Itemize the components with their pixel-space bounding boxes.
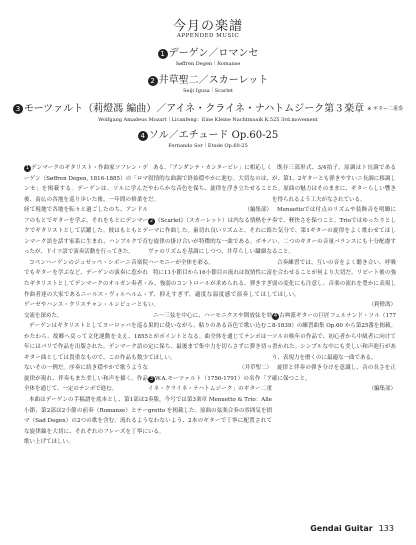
piece-1-title-line [0, 48, 416, 60]
piece-4-romanized: Fernando Sor｜Étude Op.60-25 [168, 143, 248, 149]
article-paragraph [148, 216, 272, 269]
paragraph-text: Menuettoでは付点のリズムや装飾音を明瞭に奏で、軽快さを保つこと。Trioではゆったりとした気分で、第1ギターの旋律をよく歌わせてほしい。二つのギターの音量バランスにも十分配慮すること。 [272, 207, 396, 256]
paragraph-text: 合奏練習では、互いの音をよく聴き合い、呼吸を合わせることが何より大切だ。リピート後の強弱の変化にも注意し、音楽の流れを豊かに表現してほしい。 [272, 259, 396, 298]
piece-3-title: モーツァルト（莉燈馮 編曲）／アイネ・クライネ・ナハトムジーク第３楽章 [23, 103, 365, 115]
piece-2-romanized: Seiji Igusa｜Scarlet [183, 88, 233, 94]
text-column-1 [24, 163, 148, 448]
piece-4 [0, 130, 416, 150]
page-title: 今月の楽譜 [172, 19, 243, 34]
piece-1-number-badge: 1 [158, 49, 168, 59]
paragraph-text: 古典派ギターの巨匠フェルナンド・ソル（1778-1839）の練習曲集 Op.60 から第25番を掲載。ソルの晩年の作品で、初心者から中級者に向けて書かれた。シンプルな中にも美しい和声進行があり、表現力を磨くのに最適な一曲である。 [272, 312, 396, 361]
text-column-3 [272, 163, 396, 395]
paragraph-text: 《Scarlet》（スカーレット）は内なる情熱をテーマに作曲した。歯切れ良いリズムと、それに絡む旋律の掛け合いが特徴的な一曲である。ボサノヴァのリズムを基調にしつつ、井草らしい繊細なハーモニーが全体を彩る。 [148, 217, 272, 266]
paragraph-text: 本曲はデーゲンの手稿譜を底本とし、第1部は2小節、第2部は2小節の前奏（Romanze）とテーマ（Sad Degen）の2つの歌を含む。流れるような旋律線を大切に、それぞれのフレーズを丁寧に歌い上げてほしい。 [24, 397, 148, 446]
piece-3-romanized: Wolfgang Amadeus Mozart｜Licanfeng：Eine Kleine Nachtmusik K.525 3rd.movement [98, 116, 318, 123]
paragraph-text: ある、「アンダンテ・カンタービレ」に相応しく叙情的な曲調で終始穏やかに進む。大切なのは、やわらかな音色を保ち、旋律を浮き立たせることだ。 [148, 165, 272, 203]
page-number: 133 [378, 524, 394, 533]
paragraph-number-badge: 1 [25, 165, 30, 171]
article-paragraph [148, 268, 272, 310]
piece-3-number-badge: 3 [13, 104, 23, 114]
article-paragraph [24, 321, 148, 395]
article-paragraph [148, 311, 272, 364]
page-footer [310, 524, 394, 533]
author-signature: （井草聖二） [238, 365, 272, 372]
article-paragraph [24, 395, 148, 448]
article-paragraph [272, 205, 396, 258]
piece-1 [0, 48, 416, 68]
paragraph-text: 特に11小節目から16小節目の流れは叙情性に富み、強弱のコントロールが求められる。弾きすぎず、抑えすぎず、適度な温度感で演奏してほしい。 [148, 270, 272, 309]
paragraph-number-badge: 2 [149, 217, 154, 224]
paragraph-number-badge: 4 [273, 312, 278, 319]
author-signature: （編集部） [368, 386, 396, 393]
paragraph-text: デンマークのギタリスト・作曲家ソフレン・デーゲン（Søffren Degen, 1816-1885）の「ロマンセ」を掲載する。デーゲンは、ソルに学んだ後、南仏の各地を巡り歩いた後、一年間の修業を経て現地で各地を転々と過ごしたのち、アンドルフのもとでギターを学ぶ。それをもとにデンマークでギタリストとして活躍した。彼はもともとデンマーク語を話す家系に生まれ、ハンブルクで育ったが、ドイツ語で演奏活動を行ってきた。 [24, 165, 148, 256]
piece-2 [0, 75, 416, 95]
article-paragraph [272, 311, 396, 364]
paragraph-text: W.A.モーツァルト（1756-1791）の名作「アイネ・クライネ・ナハトムジーク」のギター二重奏版。今号では第3楽章 Menuetto & Trio：Allegretto を掲載した。原曲の弦楽合奏の雰囲気を損なわないよう、2本のギターで丁寧に配置されている。 [148, 375, 272, 435]
article-paragraph [272, 258, 396, 300]
piece-3-title-line [0, 103, 416, 116]
paragraph-text: 既存三部形式、3/4拍子。原調はト長調であるが、第1、2ギターとも弾きやすいニ長調に移調した。原曲の魅力はそのままに、ギターらしい響きを得られるよう工夫がなされている。 [272, 165, 396, 203]
paragraph-number-badge: 3 [149, 375, 154, 382]
piece-2-number-badge: 2 [148, 76, 158, 86]
article-paragraph [272, 363, 396, 384]
magazine-name: Gendai Guitar [310, 524, 373, 533]
author-signature: （編集部） [244, 207, 272, 214]
piece-2-title: 井草聖二／スカーレット [158, 75, 269, 86]
article-paragraph [24, 258, 148, 321]
paragraph-text: コペンハーゲンのジュゼッペ・シボーニ音楽院でもギターを学ぶなど、デーゲンの演奏に惹かれたギタリストとしてデンマークのオルガン奏者・作曲者達の大家であるニールス・ヴィルヘルム・ゲーゼやハンス・クリスチャン・ルンビューとも交流を深めた。 [24, 259, 148, 319]
paragraph-text: ニ〜三弦を中心に、ハーモニクスや開放弦を効果的に使いながら、粘りのある音色で歌い込むことがポイントとなる。曲全体を通じてテンポは一定に保ち、最後まで集中力を切らさずに弾き切ってほしい。 [148, 312, 272, 361]
piece-4-title-line [0, 130, 416, 142]
paragraph-text: 旋律と伴奏の弾き分けを意識し、音の長さを正確に保つこと。 [272, 365, 396, 382]
text-column-2 [148, 163, 272, 437]
piece-3-duet-note: ※ ギター二重奏 [367, 106, 403, 112]
paragraph-text: デーゲンはギタリストとしてヨーロッパを巡るかたわら、故郷へ戻って文化運動を支え、1855年にはパリで作品を出版された。デンマーク語のギター曲としては貴重なもので、この作品も数少ないその一例だ。序奏に続き穏やかで歌うような旋律が現れ、伴奏もまた美しい和声を描く。作品全体を通じて、一定のテンポで進む。 [24, 323, 148, 393]
page-subtitle: APPENDED MUSIC [176, 33, 240, 39]
article-paragraph [272, 163, 396, 205]
piece-1-romanized: Søffren Degen｜Romanse [175, 61, 241, 67]
article-paragraph [24, 163, 148, 258]
piece-2-title-line [0, 75, 416, 87]
article-paragraph [148, 374, 272, 437]
piece-4-title: ソル／エチュード Op.60-25 [148, 130, 279, 141]
piece-3 [0, 103, 416, 124]
piece-1-title: デーゲン／ロマンセ [168, 48, 259, 59]
author-signature: （莉燈馮） [368, 302, 396, 309]
piece-4-number-badge: 4 [138, 131, 148, 141]
article-paragraph [148, 163, 272, 205]
